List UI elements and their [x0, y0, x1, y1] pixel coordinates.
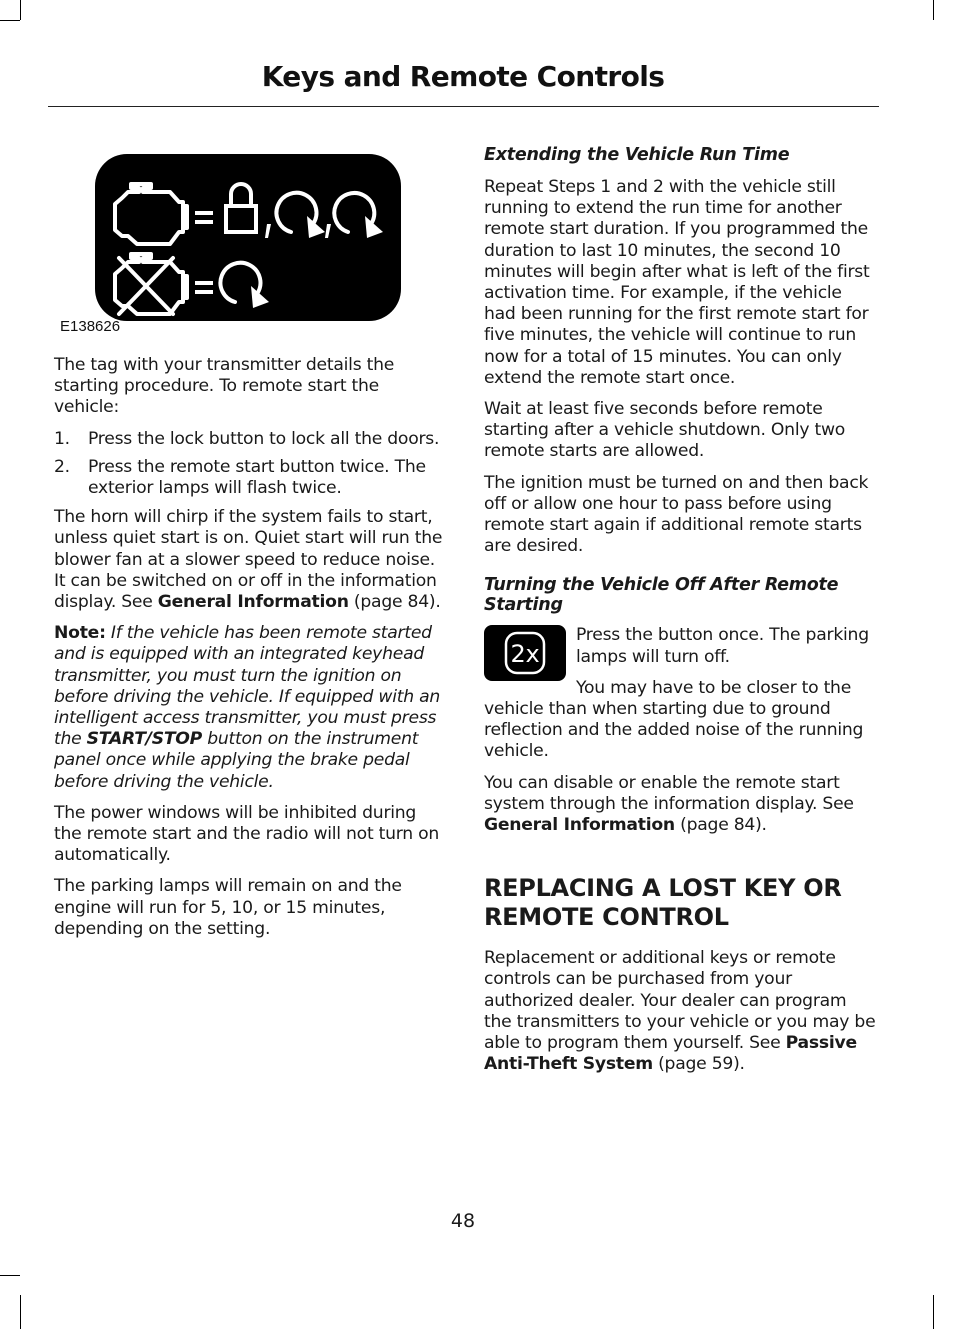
turning-off-heading: Turning the Vehicle Off After Remote Starting — [484, 575, 839, 616]
extend-paragraph: Repeat Steps 1 and 2 with the vehicle still running to extend the run time for another remote start duration. If you programmed the duration to last 10 minutes, the second 10 minutes will begin after what is left of the first activation time. For example, if the vehicle had been running for the first remote start for five minutes, the vehicle will continue to run now for a total of 15 minutes. You can only extend the remote start once. — [484, 177, 870, 388]
crop-mark — [20, 1295, 21, 1329]
press-once-paragraph: Press the button once. The parking lamps will turn off. — [576, 625, 869, 667]
note-label: Note: — [54, 623, 106, 644]
turning-off-block — [484, 625, 876, 762]
list-item — [54, 457, 446, 499]
note-text: button on the instrument panel once while applying the brake pedal before driving the vehicle. — [54, 729, 419, 792]
list-item — [54, 429, 446, 450]
horn-text: The horn will chirp if the system fails to start, unless quiet start is on. Quiet start will run the blower fan at a slower speed to reduce noise. It can be switched on or off in the information display. See — [54, 507, 443, 613]
general-information-link[interactable]: General Information — [157, 592, 349, 613]
press-twice-icon — [484, 625, 566, 681]
horn-paragraph — [54, 507, 446, 613]
general-information-link[interactable]: General Information — [484, 815, 675, 836]
note-text: If the vehicle has been remote started and is equipped with an integrated keyhead transmitter, you must turn the ignition on before driving the vehicle. If equipped with an intelligent access transmitter, you must press the — [54, 623, 441, 750]
crop-mark — [0, 1275, 20, 1276]
section-heading: REPLACING A LOST KEY OR REMOTE CONTROL — [484, 874, 842, 932]
crop-mark — [933, 0, 934, 20]
left-column — [54, 355, 446, 950]
page-reference: (page 84). — [674, 815, 767, 836]
right-column — [484, 145, 876, 1086]
remote-start-tag-illustration — [95, 154, 401, 321]
page-title: Keys and Remote Controls — [261, 60, 665, 93]
wait-paragraph: Wait at least five seconds before remote starting after a vehicle shutdown. Only two remote starts are allowed. — [484, 399, 846, 462]
figure-caption: E138626 — [60, 318, 121, 335]
page-reference: (page 84). — [348, 592, 441, 613]
crop-mark — [0, 20, 20, 21]
replace-text: Replacement or additional keys or remote controls can be purchased from your authorized dealer. Your dealer can program the transmitters to your vehicle or you may be able to program them yourself. See — [484, 948, 876, 1054]
crop-mark — [933, 1295, 934, 1329]
closer-paragraph: You may have to be closer to the vehicle than when starting due to ground reflection and the added noise of the running vehicle. — [484, 677, 864, 762]
disable-paragraph — [484, 773, 876, 837]
replace-paragraph — [484, 948, 876, 1075]
icon-label: 2x — [510, 640, 540, 669]
crop-mark — [20, 0, 21, 20]
title-divider — [48, 106, 879, 107]
step-text: Press the remote start button twice. The exterior lamps will flash twice. — [88, 456, 426, 499]
step-text: Press the lock button to lock all the doors. — [88, 428, 440, 449]
page-reference: (page 59). — [652, 1054, 745, 1075]
windows-paragraph: The power windows will be inhibited during the remote start and the radio will not turn on automatically. — [54, 802, 440, 866]
step-number: 1. — [54, 428, 70, 449]
page-number: 48 — [450, 1210, 476, 1232]
intro-paragraph: The tag with your transmitter details the starting procedure. To remote start the vehicle: — [54, 355, 395, 418]
ignition-paragraph: The ignition must be turned on and then back off or allow one hour to pass before using remote start again if additional remote starts are desired. — [484, 472, 869, 557]
passive-anti-theft-link[interactable]: Passive Anti-Theft System — [484, 1033, 857, 1075]
extend-heading: Extending the Vehicle Run Time — [484, 145, 790, 165]
steps-list — [54, 429, 446, 500]
start-stop-label: START/STOP — [86, 729, 203, 750]
note-paragraph — [54, 623, 446, 793]
step-number: 2. — [54, 456, 70, 477]
lamps-paragraph: The parking lamps will remain on and the engine will run for 5, 10, or 15 minutes, depending on the setting. — [54, 876, 402, 939]
disable-text: You can disable or enable the remote start system through the information display. See — [484, 772, 854, 814]
